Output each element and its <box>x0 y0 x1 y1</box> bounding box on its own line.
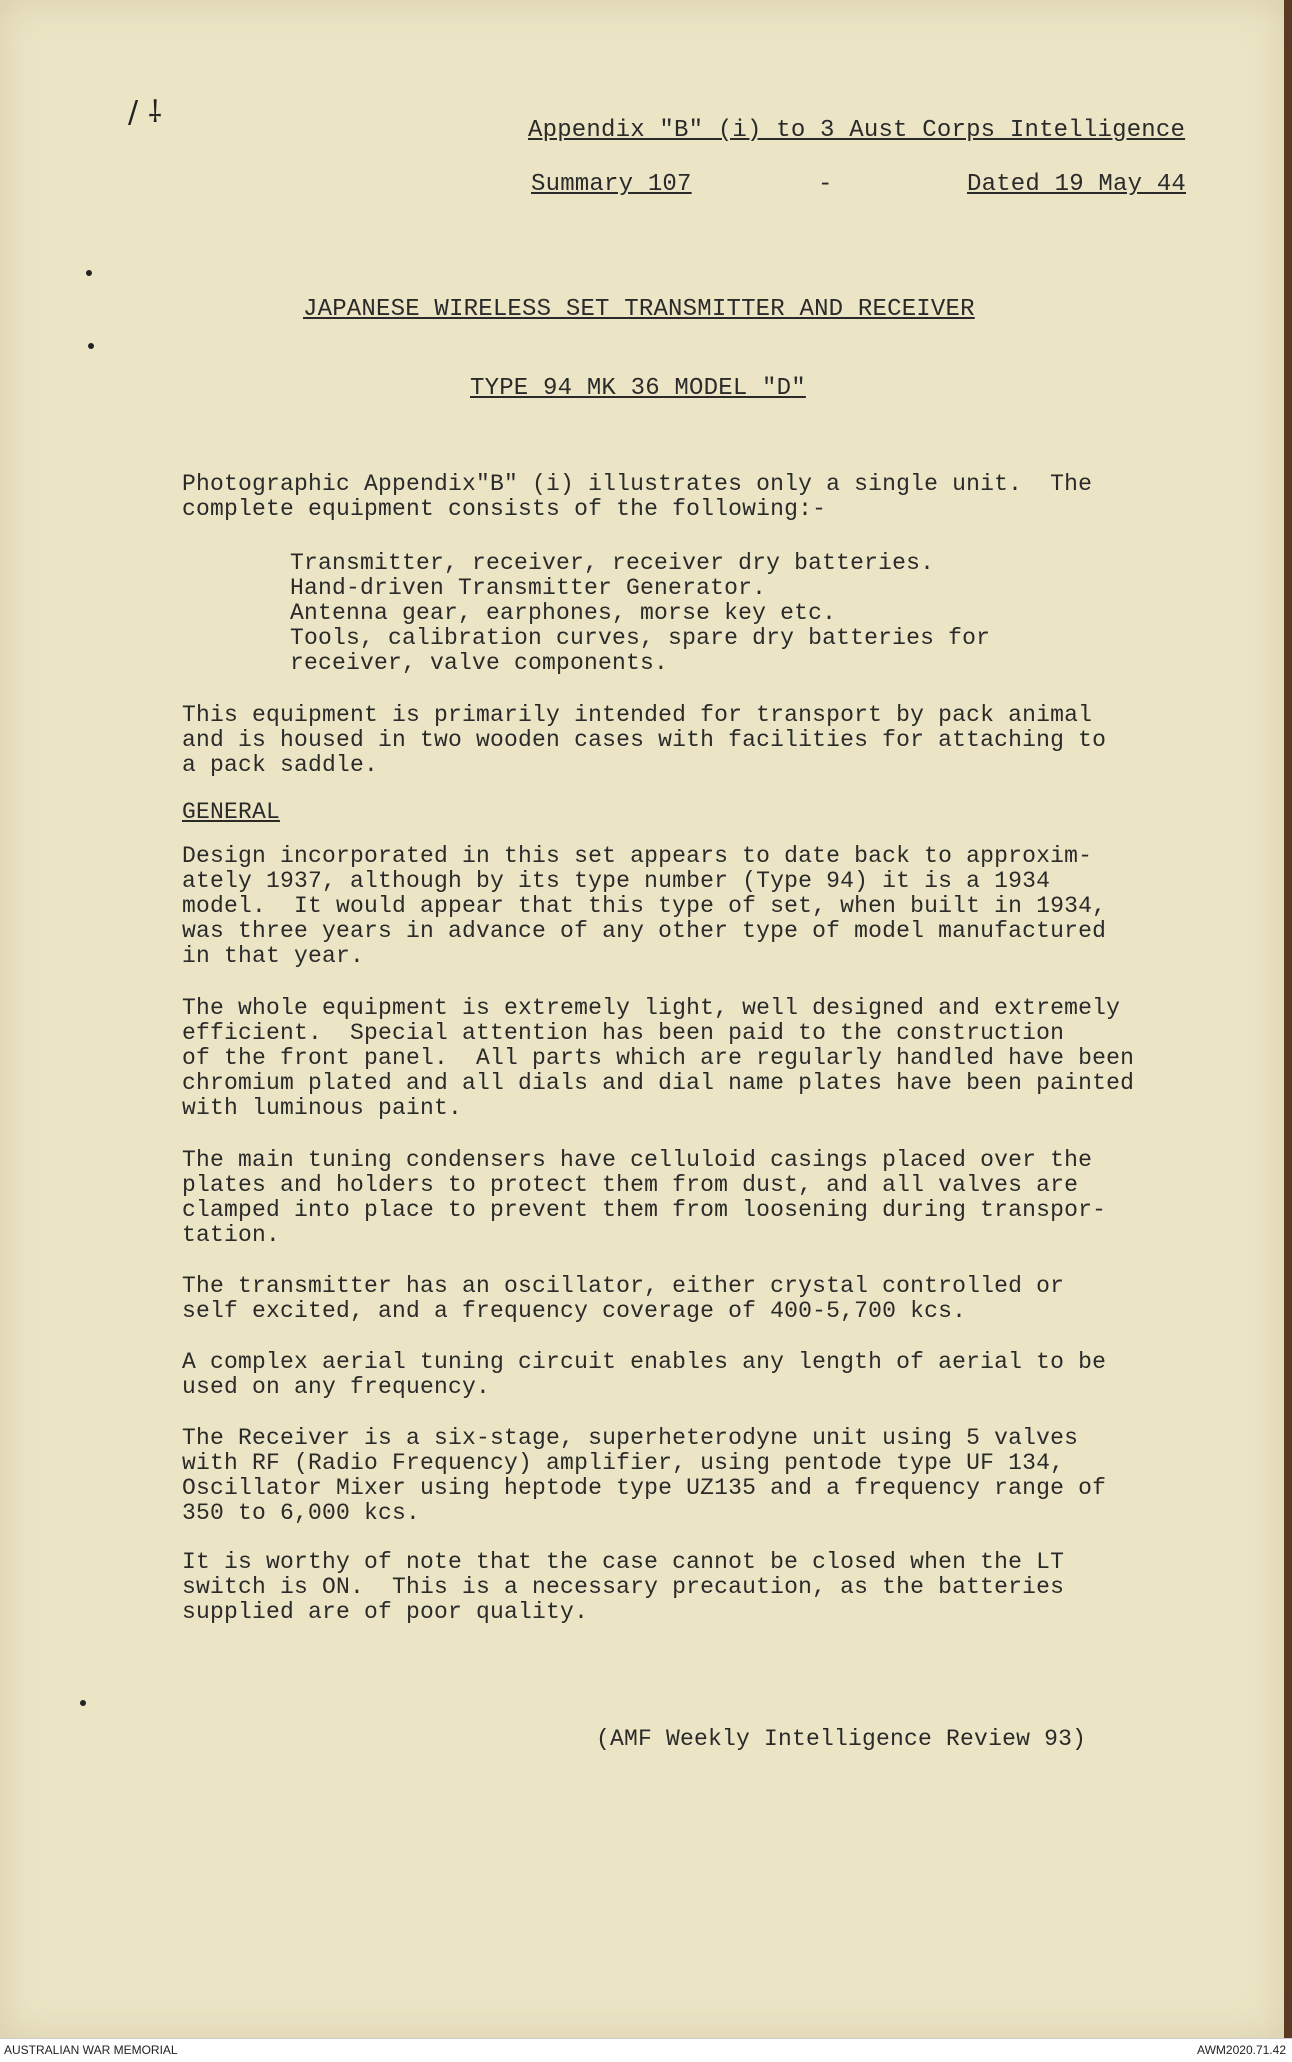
margin-handwritten-mark: / ⸸ <box>128 95 163 130</box>
source-reference: (AMF Weekly Intelligence Review 93) <box>596 1726 1087 1752</box>
punch-mark <box>80 1700 86 1706</box>
header-dash: - <box>818 171 833 198</box>
archive-name: AUSTRALIAN WAR MEMORIAL <box>4 2043 178 2057</box>
paragraph-aerial: A complex aerial tuning circuit enables any length of aerial to be used on any frequency. <box>182 1349 1107 1400</box>
archive-id: AWM2020.71.42 <box>1197 2043 1286 2057</box>
appendix-header: Appendix "B" (i) to 3 Aust Corps Intelligence <box>528 117 1186 144</box>
paragraph-transmitter: The transmitter has an oscillator, either crystal controlled or self excited, and a frequency coverage of 400-5,700 kcs. <box>182 1273 1065 1324</box>
document-title: JAPANESE WIRELESS SET TRANSMITTER AND RECEIVER <box>303 296 975 323</box>
intro-paragraph: Photographic Appendix"B" (i) illustrates only a single unit. The complete equipment consists of the following:- <box>182 471 1093 522</box>
paragraph-design: Design incorporated in this set appears to date back to approxim- ately 1937, although by its type number (Type 94) it is a 1934 model. It would appear that this type of set, when built in 1934, was three years in advance of any other type of model manufactured in that year. <box>182 843 1107 969</box>
summary-number: Summary 107 <box>531 171 692 198</box>
document-date: Dated 19 May 44 <box>967 171 1187 198</box>
paragraph-lt-switch: It is worthy of note that the case cannot be closed when the LT switch is ON. This is a necessary precaution, as the batteries supplied are of poor quality. <box>182 1549 1065 1625</box>
section-heading-general: GENERAL <box>182 799 281 825</box>
transport-paragraph: This equipment is primarily intended for transport by pack animal and is housed in two wooden cases with facilities for attaching to a pack saddle. <box>182 702 1107 778</box>
punch-mark <box>86 270 92 276</box>
punch-mark <box>88 343 94 349</box>
paragraph-receiver: The Receiver is a six-stage, superheterodyne unit using 5 valves with RF (Radio Frequency) amplifier, using pentode type UF 134, Oscillator Mixer using heptode type UZ135 and a frequency range of 350 to 6,000 kcs. <box>182 1425 1107 1526</box>
document-subtitle: TYPE 94 MK 36 MODEL "D" <box>470 375 806 402</box>
equipment-list: Transmitter, receiver, receiver dry batteries. Hand-driven Transmitter Generator. Antenna gear, earphones, morse key etc. Tools, calibration curves, spare dry batteries for receiver, valve components. <box>290 550 991 676</box>
archive-footer-bar <box>0 2038 1292 2062</box>
paragraph-equipment: The whole equipment is extremely light, well designed and extremely efficient. Special attention has been paid to the construction of the front panel. All parts which are regularly handled have been chromium plated and all dials and dial name plates have been painted with luminous paint. <box>182 995 1135 1121</box>
paragraph-condensers: The main tuning condensers have celluloid casings placed over the plates and holders to protect them from dust, and all valves are clamped into place to prevent them from loosening during transpor- tation. <box>182 1147 1107 1248</box>
